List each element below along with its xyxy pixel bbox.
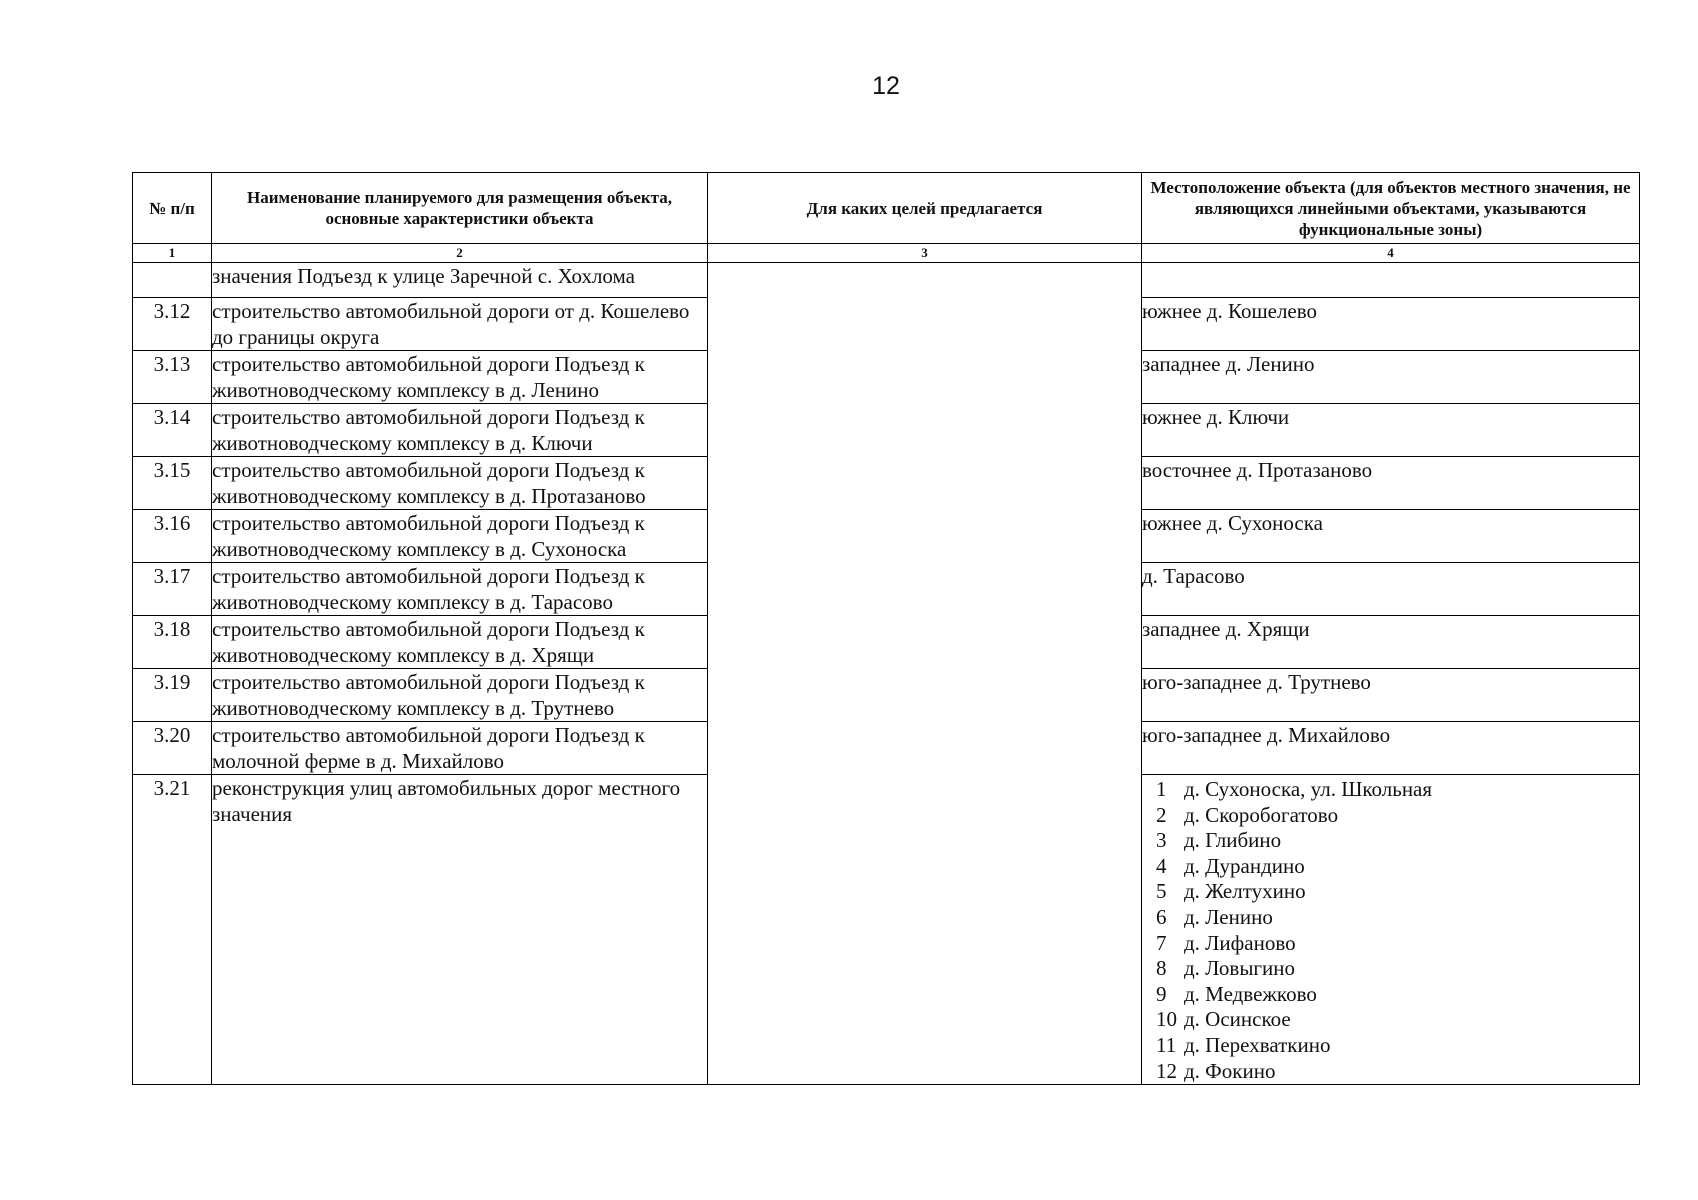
- list-item: 7 д. Лифаново: [1156, 930, 1296, 955]
- table-row: [133, 263, 1640, 298]
- header-name: Наименование планируемого для размещения объекта, основные характеристики объекта: [212, 173, 708, 244]
- object-location: южнее д. Ключи: [1142, 404, 1640, 457]
- object-name: значения Подъезд к улице Заречной с. Хохлома: [212, 263, 708, 298]
- object-name: строительство автомобильной дороги от д. Кошелево до границы округа: [212, 298, 708, 351]
- row-number: 3.18: [133, 616, 212, 669]
- row-number: 3.19: [133, 669, 212, 722]
- object-location: южнее д. Кошелево: [1142, 298, 1640, 351]
- row-number: 3.16: [133, 510, 212, 563]
- planning-table: [132, 172, 1640, 1085]
- object-location: юго-западнее д. Трутнево: [1142, 669, 1640, 722]
- row-number: 3.21: [133, 775, 212, 1085]
- list-item: 2 д. Скоробогатово: [1156, 802, 1339, 827]
- object-location: восточнее д. Протазаново: [1142, 457, 1640, 510]
- object-name: реконструкция улиц автомобильных дорог местного значения: [212, 775, 708, 1085]
- list-item: 10 д. Осинское: [1156, 1007, 1291, 1032]
- page-number: 12: [872, 72, 900, 100]
- object-name: строительство автомобильной дороги Подъезд к животноводческому комплексу в д. Хрящи: [212, 616, 708, 669]
- object-name: строительство автомобильной дороги Подъезд к животноводческому комплексу в д. Ключи: [212, 404, 708, 457]
- list-item: 12 д. Фокино: [1156, 1058, 1276, 1083]
- column-number: 1: [133, 244, 212, 263]
- list-item: 9 д. Медвежково: [1156, 981, 1317, 1006]
- places-list: [1142, 777, 1639, 1084]
- list-item: 8 д. Ловыгино: [1156, 956, 1296, 981]
- object-name: строительство автомобильной дороги Подъезд к животноводческому комплексу в д. Ленино: [212, 351, 708, 404]
- object-location: западнее д. Хрящи: [1142, 616, 1640, 669]
- row-number: 3.12: [133, 298, 212, 351]
- object-location: [1142, 263, 1640, 298]
- object-location: д. Тарасово: [1142, 563, 1640, 616]
- header-row: [133, 173, 1640, 244]
- row-number: 3.20: [133, 722, 212, 775]
- object-name: строительство автомобильной дороги Подъезд к животноводческому комплексу в д. Протазаново: [212, 457, 708, 510]
- object-name: строительство автомобильной дороги Подъезд к молочной ферме в д. Михайлово: [212, 722, 708, 775]
- header-location: Местоположение объекта (для объектов местного значения, не являющихся линейными объектами, указываются функциональные зоны): [1142, 173, 1640, 244]
- row-number: 3.14: [133, 404, 212, 457]
- header-purpose: Для каких целей предлагается: [708, 173, 1142, 244]
- list-item: 11 д. Перехваткино: [1156, 1032, 1331, 1057]
- object-location: юго-западнее д. Михайлово: [1142, 722, 1640, 775]
- row-number: 3.15: [133, 457, 212, 510]
- object-location-list: [1142, 775, 1640, 1085]
- list-item: 5 д. Желтухино: [1156, 879, 1306, 904]
- list-item: 6 д. Ленино: [1156, 904, 1273, 929]
- list-item: 3 д. Глибино: [1156, 828, 1282, 853]
- column-number: 3: [708, 244, 1142, 263]
- header-number: № п/п: [133, 173, 212, 244]
- column-number: 4: [1142, 244, 1640, 263]
- column-number: 2: [212, 244, 708, 263]
- purpose-cell: [708, 263, 1142, 1085]
- object-name: строительство автомобильной дороги Подъезд к животноводческому комплексу в д. Тарасово: [212, 563, 708, 616]
- object-name: строительство автомобильной дороги Подъезд к животноводческому комплексу в д. Трутнево: [212, 669, 708, 722]
- object-name: строительство автомобильной дороги Подъезд к животноводческому комплексу в д. Сухоноска: [212, 510, 708, 563]
- list-item: 1 д. Сухоноска, ул. Школьная: [1156, 777, 1433, 801]
- row-number: 3.17: [133, 563, 212, 616]
- row-number: [133, 263, 212, 298]
- object-location: южнее д. Сухоноска: [1142, 510, 1640, 563]
- column-number-row: [133, 244, 1640, 263]
- row-number: 3.13: [133, 351, 212, 404]
- object-location: западнее д. Ленино: [1142, 351, 1640, 404]
- list-item: 4 д. Дурандино: [1156, 853, 1305, 878]
